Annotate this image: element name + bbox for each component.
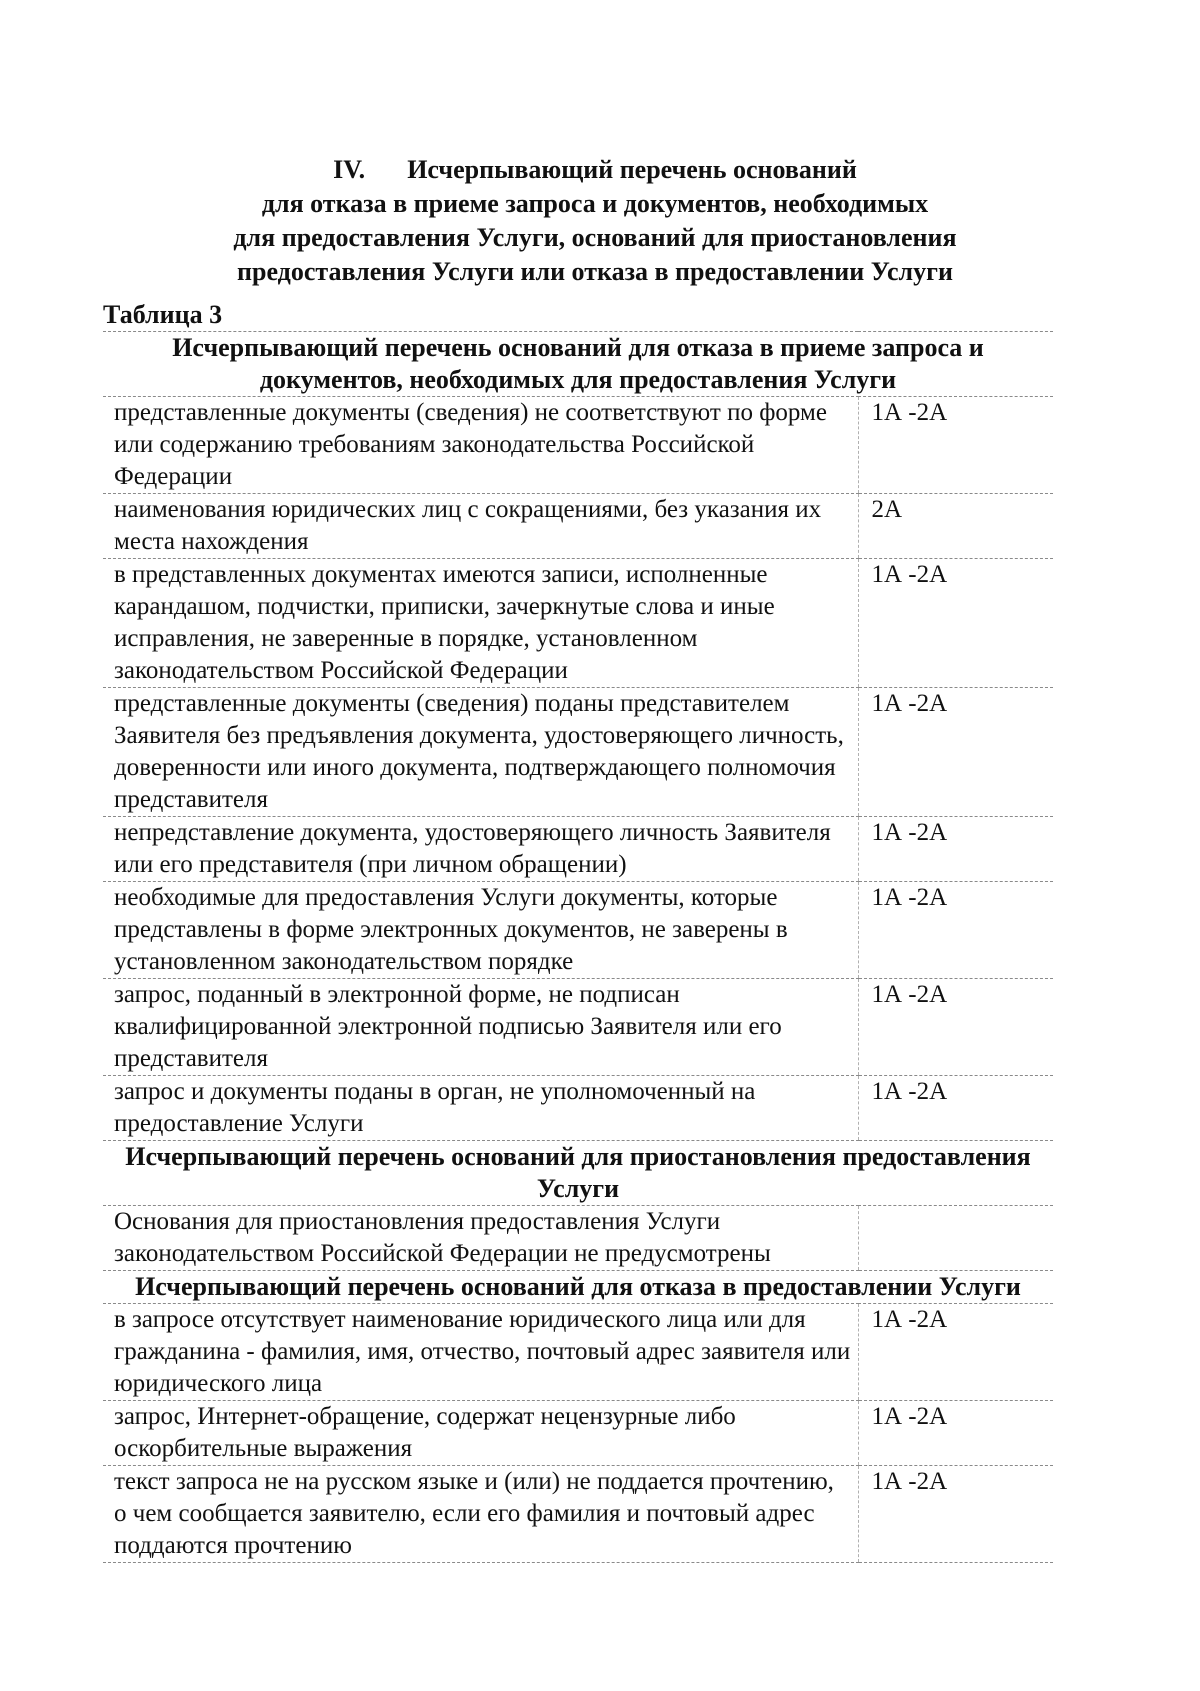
section-number: IV. xyxy=(333,155,366,184)
table-row xyxy=(103,1304,1053,1401)
table-row xyxy=(103,1401,1053,1466)
row-text: наименования юридических лиц с сокращениями, без указания их места нахождения xyxy=(103,494,858,559)
row-text: Основания для приостановления предоставления Услуги законодательством Российской Федерации не предусмотрены xyxy=(103,1206,858,1271)
section-title: Исчерпывающий перечень оснований для отказа в предоставлении Услуги xyxy=(103,1271,1053,1304)
row-code: 1А -2А xyxy=(858,688,1053,817)
table-row xyxy=(103,979,1053,1076)
table-row xyxy=(103,559,1053,688)
heading-line-1: Исчерпывающий перечень оснований xyxy=(407,155,857,184)
row-code: 1А -2А xyxy=(858,397,1053,494)
row-code: 1А -2А xyxy=(858,1076,1053,1141)
table-row xyxy=(103,688,1053,817)
table-row xyxy=(103,494,1053,559)
row-text: представленные документы (сведения) поданы представителем Заявителя без предъявления документа, удостоверяющего личность, доверенности или иного документа, подтверждающего полномочия представителя xyxy=(103,688,858,817)
row-text: непредставление документа, удостоверяющего личность Заявителя или его представителя (при личном обращении) xyxy=(103,817,858,882)
row-text: текст запроса не на русском языке и (или) не поддается прочтению, о чем сообщается заявителю, если его фамилия и почтовый адрес поддаются прочтению xyxy=(103,1466,858,1563)
row-text: необходимые для предоставления Услуги документы, которые представлены в форме электронных документов, не заверены в установленном законодательством порядке xyxy=(103,882,858,979)
section-header-row xyxy=(103,1141,1053,1206)
section-heading xyxy=(150,153,1040,289)
row-code: 1А -2А xyxy=(858,1304,1053,1401)
heading-line-4: предоставления Услуги или отказа в предоставлении Услуги xyxy=(237,257,953,286)
row-code: 1А -2А xyxy=(858,1401,1053,1466)
table-row xyxy=(103,1206,1053,1271)
row-code: 1А -2А xyxy=(858,817,1053,882)
section-header-row xyxy=(103,1271,1053,1304)
row-text: представленные документы (сведения) не соответствуют по форме или содержанию требованиям законодательства Российской Федерации xyxy=(103,397,858,494)
section-title: Исчерпывающий перечень оснований для отказа в приеме запроса и документов, необходимых для предоставления Услуги xyxy=(103,332,1053,397)
heading-line-2: для отказа в приеме запроса и документов, необходимых xyxy=(261,189,929,218)
table-row xyxy=(103,1466,1053,1563)
section-title: Исчерпывающий перечень оснований для приостановления предоставления Услуги xyxy=(103,1141,1053,1206)
table-row xyxy=(103,817,1053,882)
table-row xyxy=(103,882,1053,979)
table-row xyxy=(103,397,1053,494)
row-text: в представленных документах имеются записи, исполненные карандашом, подчистки, приписки, зачеркнутые слова и иные исправления, не заверенные в порядке, установленном законодательством Российской Федерации xyxy=(103,559,858,688)
row-text: запрос, Интернет-обращение, содержат нецензурные либо оскорбительные выражения xyxy=(103,1401,858,1466)
table-label: Таблица 3 xyxy=(103,300,223,329)
row-text: запрос, поданный в электронной форме, не подписан квалифицированной электронной подписью Заявителя или его представителя xyxy=(103,979,858,1076)
heading-line-3: для предоставления Услуги, оснований для приостановления xyxy=(233,223,957,252)
row-text: в запросе отсутствует наименование юридического лица или для гражданина - фамилия, имя, отчество, почтовый адрес заявителя или юридического лица xyxy=(103,1304,858,1401)
row-code: 1А -2А xyxy=(858,882,1053,979)
section-header-row xyxy=(103,332,1053,397)
grounds-table xyxy=(103,331,1053,1563)
row-text: запрос и документы поданы в орган, не уполномоченный на предоставление Услуги xyxy=(103,1076,858,1141)
row-code xyxy=(858,1206,1053,1271)
row-code: 1А -2А xyxy=(858,559,1053,688)
row-code: 1А -2А xyxy=(858,979,1053,1076)
table-row xyxy=(103,1076,1053,1141)
row-code: 2А xyxy=(858,494,1053,559)
row-code: 1А -2А xyxy=(858,1466,1053,1563)
